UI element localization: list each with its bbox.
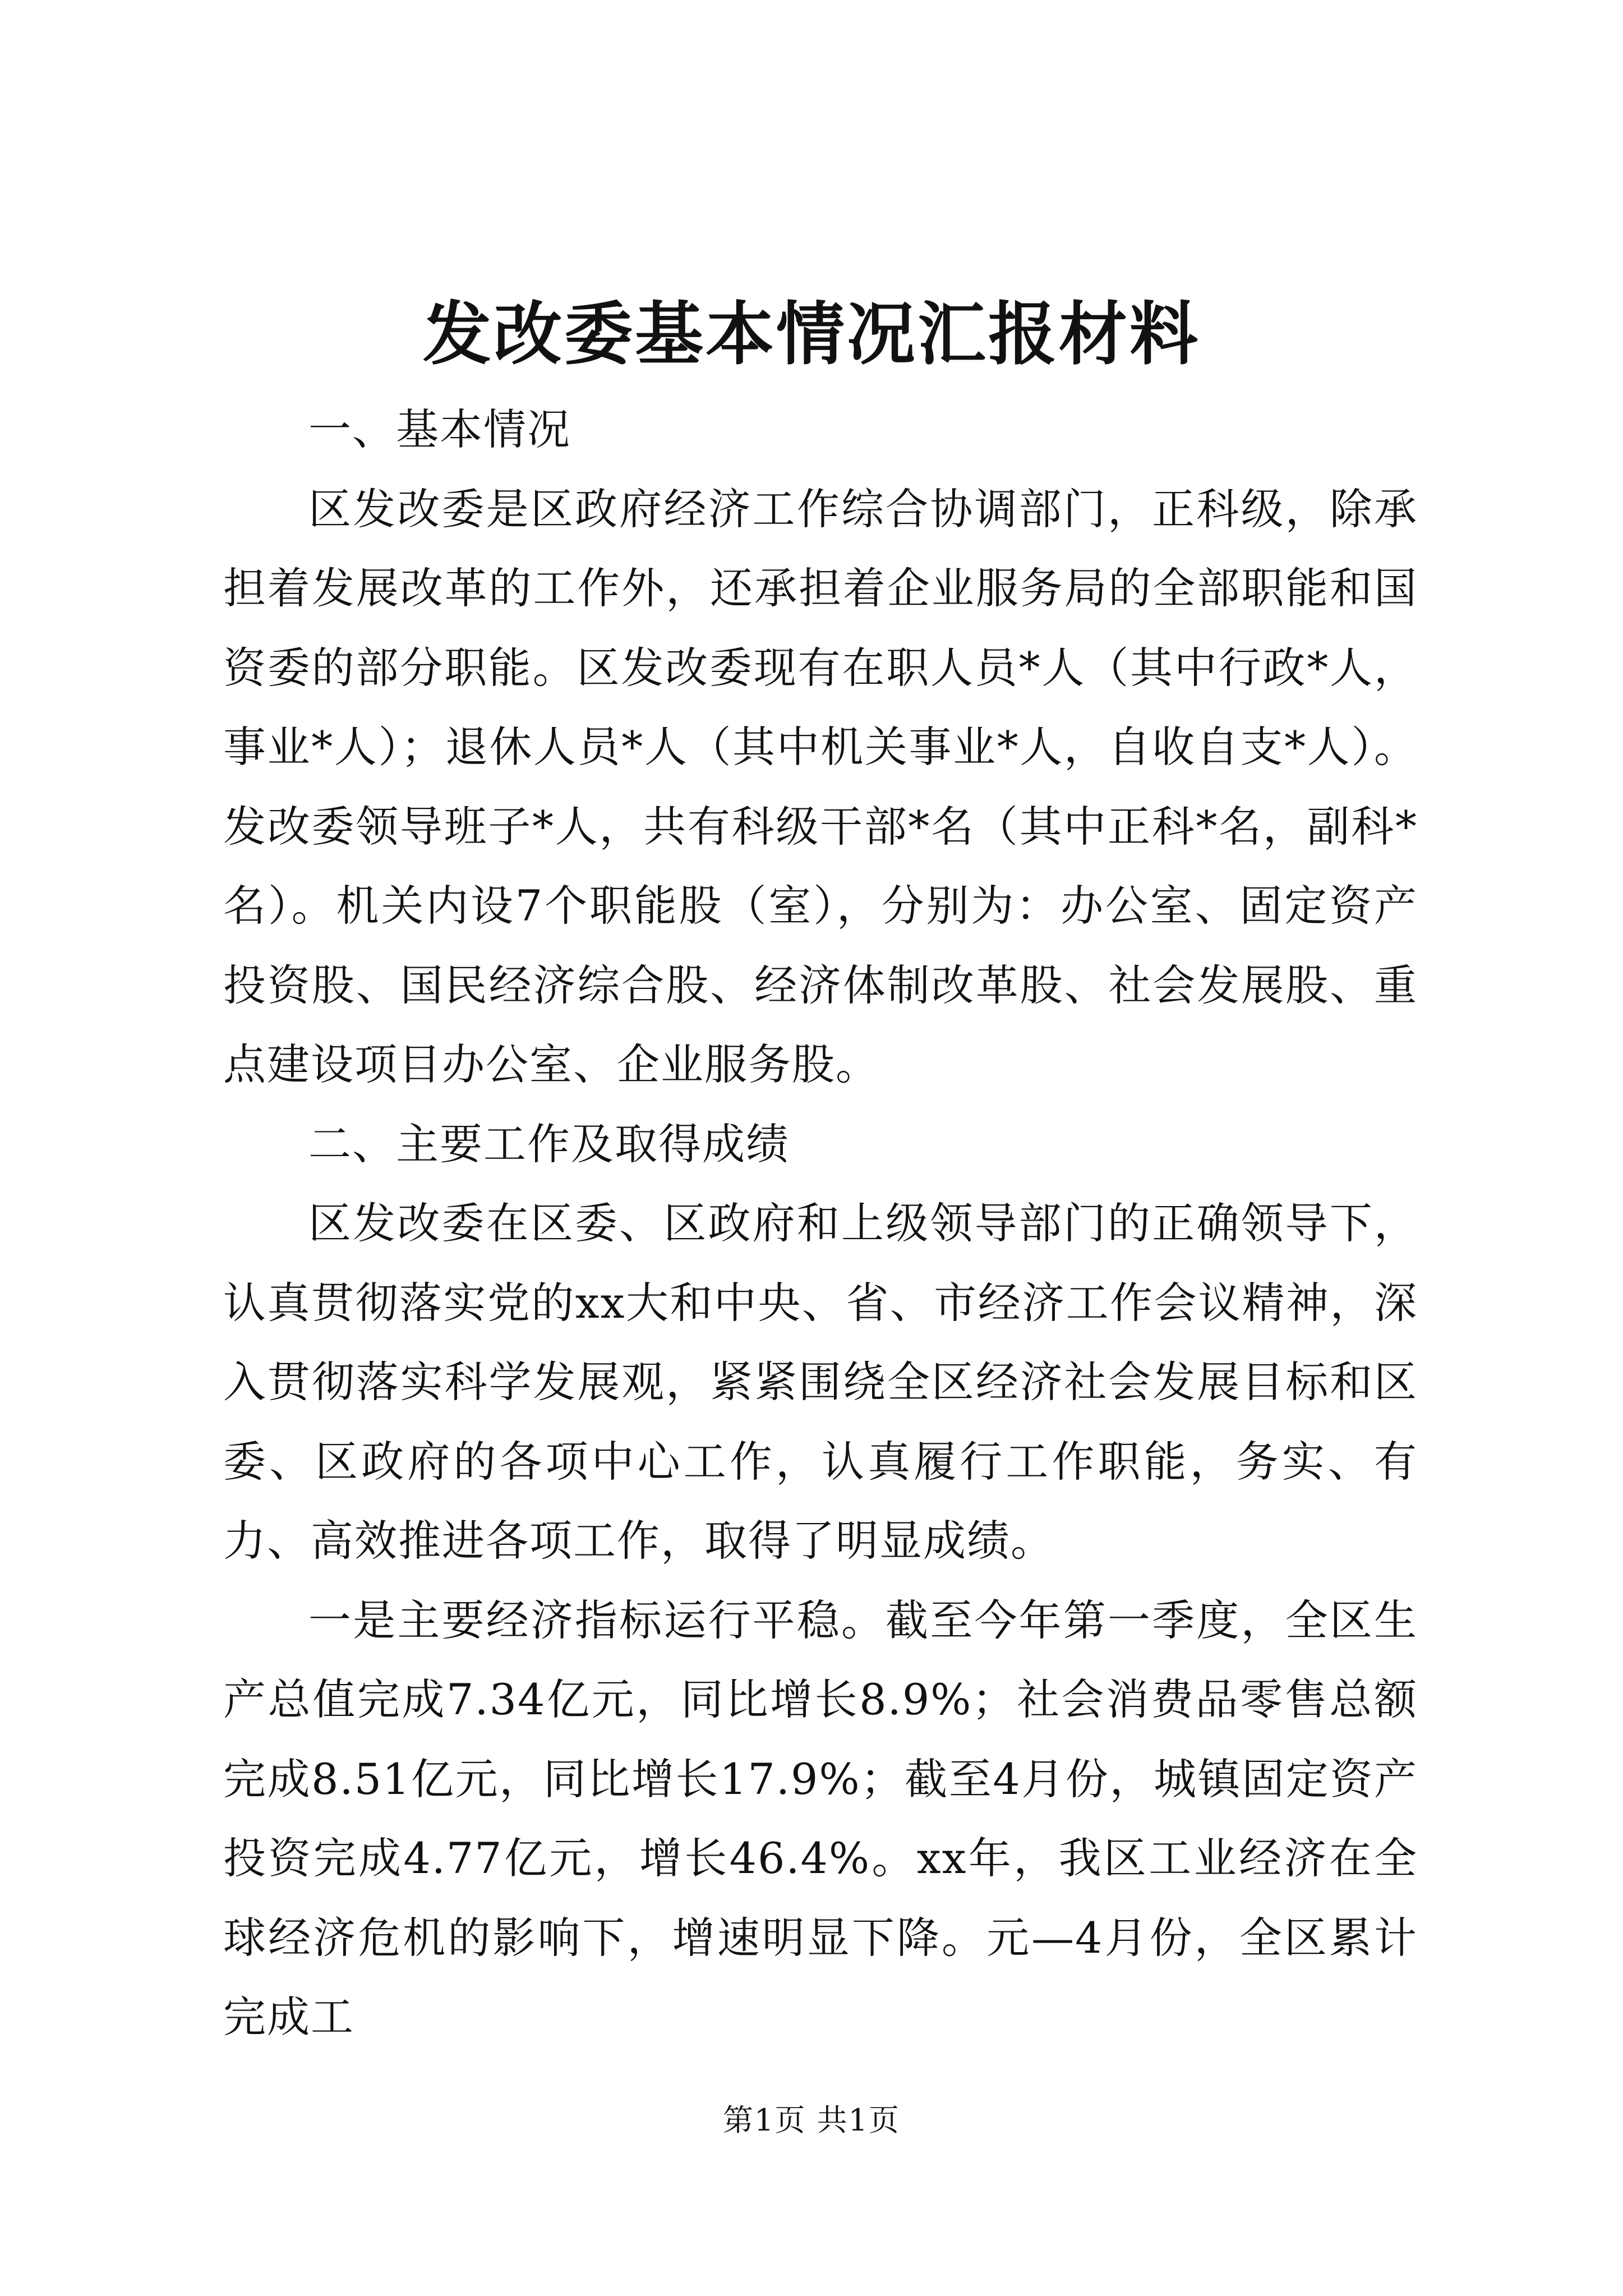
document-body: [223, 390, 1418, 2057]
document-title: 发改委基本情况汇报材料: [423, 293, 1200, 374]
section-heading-main-work: 二、主要工作及取得成绩: [308, 1119, 790, 1169]
paragraph-main-work: 区发改委在区委、区政府和上级领导部门的正确领导下，认真贯彻落实党的xx大和中央、省、市经济工作会议精神，深入贯彻落实科学发展观，紧紧围绕全区经济社会发展目标和区委、区政府的各项中心工作，认真履行工作职能，务实、有力、高效推进各项工作，取得了明显成绩。: [223, 1198, 1418, 1566]
page-number-footer: 第1页 共1页: [723, 2102, 900, 2138]
paragraph-basic-situation: 区发改委是区政府经济工作综合协调部门，正科级，除承担着发展改革的工作外，还承担着企业服务局的全部职能和国资委的部分职能。区发改委现有在职人员*人（其中行政*人，事业*人）；退休人员*人（其中机关事业*人，自收自支*人）。发改委领导班子*人，共有科级干部*名（其中正科*名，副科*名）。机关内设7个职能股（室），分别为：办公室、固定资产投资股、国民经济综合股、经济体制改革股、社会发展股、重点建设项目办公室、企业服务股。: [223, 484, 1418, 1089]
paragraph-economic-indicators: 一是主要经济指标运行平稳。截至今年第一季度，全区生产总值完成7.34亿元，同比增长8.9%；社会消费品零售总额完成8.51亿元，同比增长17.9%；截至4月份，城镇固定资产投资完成4.77亿元，增长46.4%。xx年，我区工业经济在全球经济危机的影响下，增速明显下降。元—4月份，全区累计完成工: [223, 1595, 1418, 2042]
section-heading-basic-situation: 一、基本情况: [308, 404, 571, 454]
